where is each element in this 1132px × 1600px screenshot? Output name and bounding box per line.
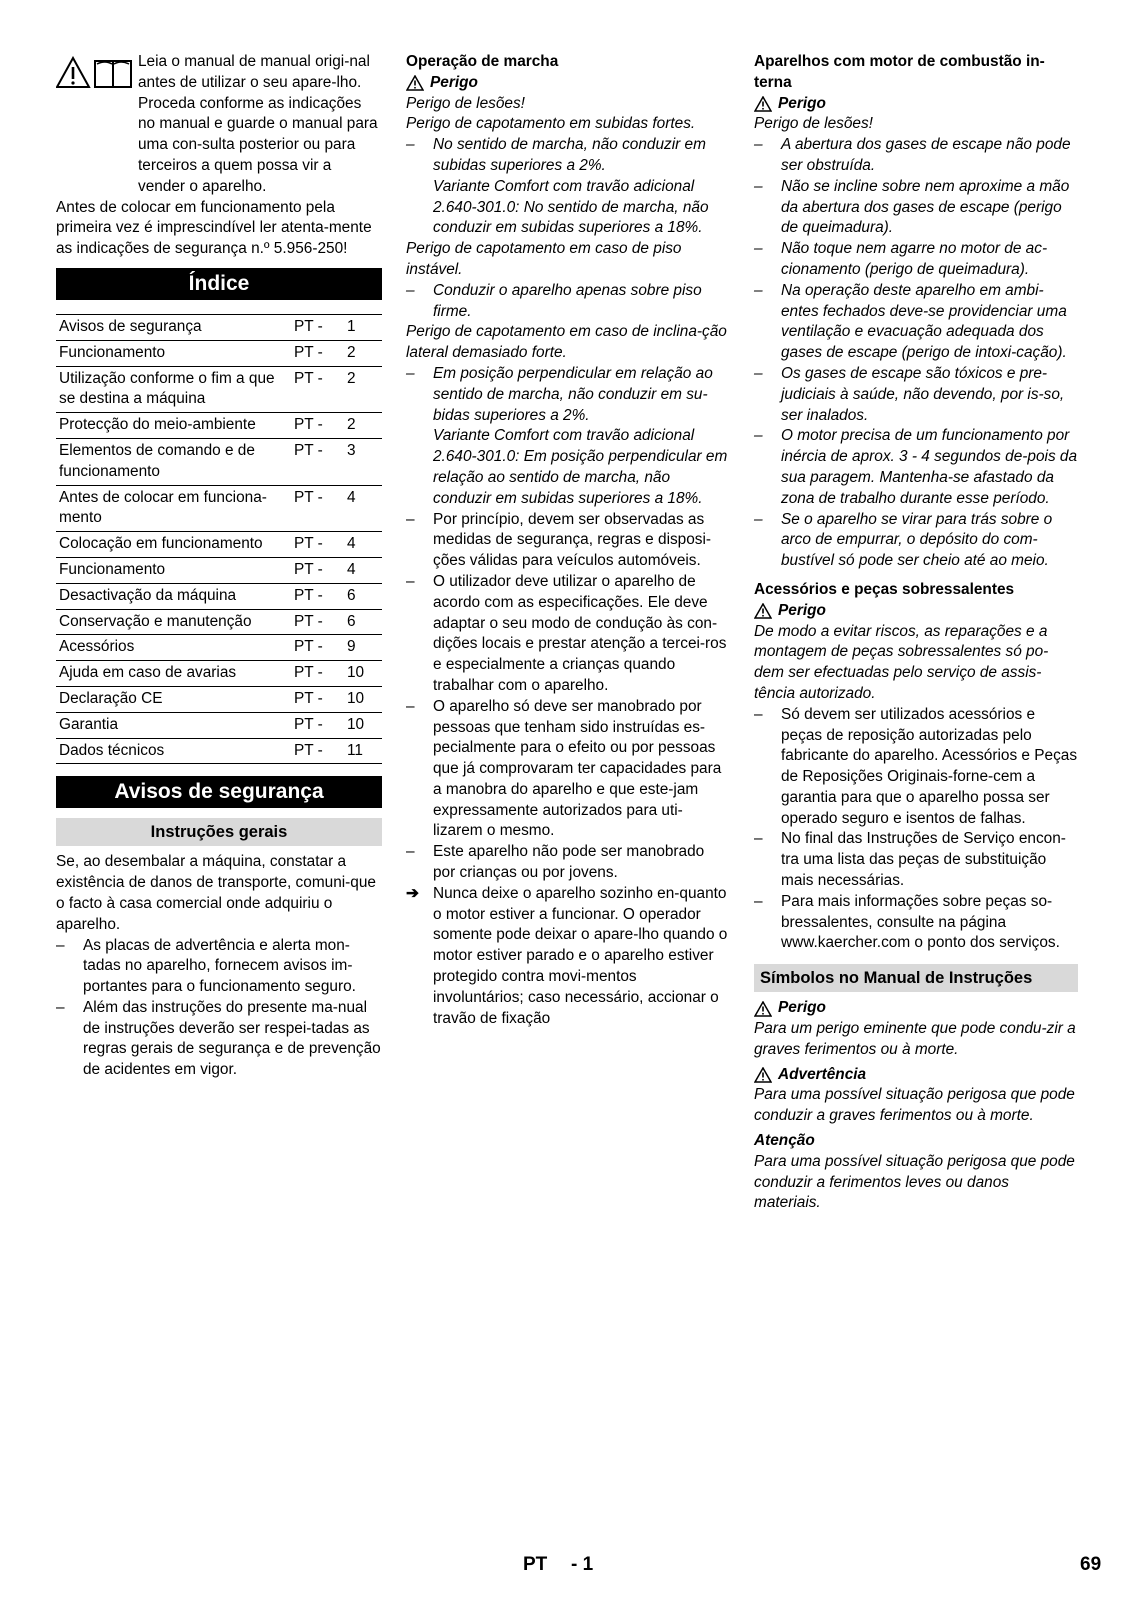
- toc-entry-page: 2: [344, 340, 382, 366]
- toc-entry-page: 11: [344, 738, 382, 764]
- toc-entry-title: Funcionamento: [56, 557, 291, 583]
- tip-text: Perigo de capotamento em caso de inclina-ção lateral demasiado forte.: [406, 323, 727, 362]
- toc-row: [56, 485, 382, 532]
- toc-entry-prefix: PT -: [291, 438, 344, 485]
- combustion-heading: Aparelhos com motor de combustão in-terna: [754, 53, 1045, 91]
- toc-entry-prefix: PT -: [291, 712, 344, 738]
- list-item: – A abertura dos gases de escape não pode ser obstruída.: [754, 135, 1078, 177]
- warning-manual-icon: [56, 56, 134, 90]
- toc-entry-title: Colocação em funcionamento: [56, 532, 291, 558]
- toc-entry-title: Avisos de segurança: [56, 314, 291, 340]
- toc-entry-page: 4: [344, 485, 382, 532]
- toc-entry-page: 4: [344, 557, 382, 583]
- toc-entry-page: 10: [344, 661, 382, 687]
- column-right: [754, 52, 1078, 1214]
- toc-row: [56, 438, 382, 485]
- toc-row: [56, 366, 382, 413]
- warning-triangle-icon: [754, 1067, 772, 1083]
- toc-entry-title: Acessórios: [56, 635, 291, 661]
- toc-row: [56, 712, 382, 738]
- toc-entry-prefix: PT -: [291, 485, 344, 532]
- toc-row: [56, 413, 382, 439]
- toc-entry-prefix: PT -: [291, 557, 344, 583]
- tip-text: Perigo de capotamento em caso de piso instável.: [406, 240, 682, 278]
- toc-row: [56, 661, 382, 687]
- operation-heading: Operação de marcha: [406, 53, 559, 70]
- toc-entry-title: Protecção do meio-ambiente: [56, 413, 291, 439]
- toc-entry-prefix: PT -: [291, 583, 344, 609]
- danger-description: Para um perigo eminente que pode condu-zir a graves ferimentos ou à morte.: [754, 1020, 1076, 1058]
- danger-label: Perigo: [754, 94, 1078, 115]
- danger-label: Perigo: [754, 601, 1078, 622]
- warning-description: Para uma possível situação perigosa que pode conduzir a graves ferimentos ou à morte.: [754, 1086, 1075, 1125]
- toc-entry-title: Dados técnicos: [56, 738, 291, 764]
- list-item: – Este aparelho não pode ser manobrado por crianças ou por jovens.: [406, 842, 728, 884]
- general-instructions-text: Se, ao desembalar a máquina, constatar a existência de danos de transporte, comuni-que o facto à casa comercial onde adquiriu o aparelho.: [56, 853, 376, 933]
- variant-note: Variante Comfort com travão adicional 2.640-301.0: No sentido de marcha, não conduzir em subidas superiores a 18%.: [433, 177, 709, 237]
- list-item: – Só devem ser utilizados acessórios e peças de reposição autorizadas pelo fabricante do aparelho. Acessórios e Peças de Reposições Originais-forne-cem a garantia para que o aparelho possa ser operado seguro e isentos de falhas.: [754, 705, 1078, 830]
- toc-entry-title: Elementos de comando e de funcionamento: [56, 438, 291, 485]
- footer-language: PT: [523, 1554, 548, 1575]
- toc-entry-page: 10: [344, 712, 382, 738]
- list-item: – No final das Instruções de Serviço encon-tra uma lista das peças de substituição mais necessárias.: [754, 829, 1078, 891]
- toc-entry-page: 9: [344, 635, 382, 661]
- toc-entry-page: 2: [344, 413, 382, 439]
- list-item: – O motor precisa de um funcionamento por inércia de aprox. 3 - 4 segundos de-pois da sua paragem. Mantenha-se afastado da zona de trabalho durante esse período.: [754, 426, 1078, 509]
- toc-row: [56, 532, 382, 558]
- intro-safety-note: Antes de colocar em funcionamento pela primeira vez é imprescindível ler atenta-mente as indicações de segurança n.º 5.956-250!: [56, 198, 372, 258]
- toc-entry-page: 6: [344, 583, 382, 609]
- general-instructions-heading: Instruções gerais: [56, 818, 382, 846]
- toc-entry-title: Funcionamento: [56, 340, 291, 366]
- toc-entry-prefix: PT -: [291, 635, 344, 661]
- toc-entry-page: 3: [344, 438, 382, 485]
- list-item: – O utilizador deve utilizar o aparelho de acordo com as especificações. Ele deve adaptar o seu modo de condução às con-dições locais e prestar atenção a tercei-ros e especialmente a crianças quando trabalhar com o aparelho.: [406, 572, 728, 697]
- toc-row: [56, 314, 382, 340]
- symbols-heading: Símbolos no Manual de Instruções: [754, 964, 1078, 992]
- caution-description: Para uma possível situação perigosa que pode conduzir a ferimentos leves ou danos materiais.: [754, 1152, 1075, 1212]
- list-item: – Para mais informações sobre peças so-bressalentes, consulte na página www.kaercher.com o ponto dos serviços.: [754, 892, 1078, 954]
- toc-entry-prefix: PT -: [291, 413, 344, 439]
- warning-label: Advertência: [754, 1065, 1078, 1086]
- toc-entry-title: Garantia: [56, 712, 291, 738]
- list-item: – As placas de advertência e alerta mon-tadas no aparelho, fornecem avisos im-portantes para o funcionamento seguro.: [56, 936, 382, 998]
- toc-table: [56, 314, 382, 764]
- toc-entry-prefix: PT -: [291, 738, 344, 764]
- injury-note: Perigo de lesões!: [406, 94, 525, 112]
- variant-note: Variante Comfort com travão adicional 2.640-301.0: Em posição perpendicular em relação ao sentido de marcha, não conduzir em subidas superiores a 18%.: [433, 427, 728, 507]
- list-item: – Na operação deste aparelho em ambi-entes fechados deve-se providenciar uma ventilação e evacuação adequada dos gases de escape (perigo de intoxi-cação).: [754, 281, 1078, 364]
- footer-section-page: - 1: [571, 1554, 594, 1575]
- list-item: – Além das instruções do presente ma-nual de instruções deverão ser respei-tadas as regras gerais de segurança e de prevenção de acidentes em vigor.: [56, 998, 382, 1081]
- warning-triangle-icon: [406, 75, 424, 91]
- column-left: [56, 52, 382, 1081]
- warning-triangle-icon: [754, 603, 772, 619]
- danger-label: Perigo: [754, 998, 1078, 1019]
- toc-entry-page: 1: [344, 314, 382, 340]
- toc-entry-page: 2: [344, 366, 382, 413]
- toc-entry-title: Utilização conforme o fim a que se destina a máquina: [56, 366, 291, 413]
- warning-triangle-icon: [754, 1001, 772, 1017]
- toc-entry-title: Ajuda em caso de avarias: [56, 661, 291, 687]
- accessories-heading: Acessórios e peças sobressalentes: [754, 580, 1015, 598]
- toc-entry-prefix: PT -: [291, 314, 344, 340]
- list-item: – Não se incline sobre nem aproxime a mão da abertura dos gases de escape (perigo de queimadura).: [754, 177, 1078, 239]
- page-number: 69: [1080, 1554, 1102, 1575]
- injury-note: Perigo de lesões!: [754, 115, 873, 133]
- toc-row: [56, 686, 382, 712]
- toc-entry-page: 6: [344, 609, 382, 635]
- list-item: – No sentido de marcha, não conduzir em subidas superiores a 2%.: [406, 135, 728, 177]
- toc-row: [56, 583, 382, 609]
- toc-entry-prefix: PT -: [291, 661, 344, 687]
- toc-entry-title: Declaração CE: [56, 686, 291, 712]
- toc-entry-page: 10: [344, 686, 382, 712]
- intro-block: [56, 52, 382, 198]
- list-item: – Os gases de escape são tóxicos e pre-judiciais à saúde, não devendo, por is-so, ser inalados.: [754, 364, 1078, 426]
- toc-heading: Índice: [56, 268, 382, 300]
- toc-entry-prefix: PT -: [291, 340, 344, 366]
- list-item: – O aparelho só deve ser manobrado por pessoas que tenham sido instruídas es-pecialmente para o efeito ou por pessoas que já comprovaram ter capacidades para a manobra do aparelho e que este-jam expressamente autorizados para uti-lizarem o mesmo.: [406, 697, 728, 843]
- toc-row: [56, 557, 382, 583]
- toc-entry-title: Desactivação da máquina: [56, 583, 291, 609]
- toc-entry-prefix: PT -: [291, 686, 344, 712]
- list-item: – Por princípio, devem ser observadas as medidas de segurança, regras e disposi-ções válidas para veículos automóveis.: [406, 510, 728, 572]
- danger-label: Perigo: [406, 73, 728, 94]
- accessories-text: De modo a evitar riscos, as reparações e a montagem de peças sobressalentes só po-dem ser efectuadas pelo serviço de assis-tência autorizado.: [754, 622, 1049, 702]
- arrow-right-icon: ➔: [406, 884, 419, 902]
- warning-triangle-icon: [754, 96, 772, 112]
- arrow-list-item: ➔ Nunca deixe o aparelho sozinho en-quanto o motor estiver a funcionar. O operador somente pode deixar o apare-lho quando o motor estiver parado e o aparelho estiver protegido contra movi-mentos involuntários; caso necessário, accionar o travão de fixação: [406, 884, 728, 1027]
- toc-entry-title: Antes de colocar em funciona-mento: [56, 485, 291, 532]
- toc-row: [56, 340, 382, 366]
- toc-entry-title: Conservação e manutenção: [56, 609, 291, 635]
- toc-entry-page: 4: [344, 532, 382, 558]
- list-item: – Em posição perpendicular em relação ao sentido de marcha, não conduzir em su-bidas superiores a 2%.: [406, 364, 728, 426]
- list-item: – Se o aparelho se virar para trás sobre o arco de empurrar, o depósito do com-bustível só pode ser cheio até ao meio.: [754, 510, 1078, 572]
- caution-label: Atenção: [754, 1132, 815, 1150]
- toc-entry-prefix: PT -: [291, 532, 344, 558]
- intro-text: Leia o manual de manual origi-nal antes de utilizar o seu apare-lho. Proceda conforme as indicações no manual e guarde o manual para uma con-sulta posterior ou para terceiros a quem possa vir a vender o aparelho.: [138, 53, 378, 195]
- toc-row: [56, 609, 382, 635]
- safety-heading: Avisos de segurança: [56, 776, 382, 808]
- toc-row: [56, 738, 382, 764]
- toc-entry-prefix: PT -: [291, 609, 344, 635]
- toc-entry-prefix: PT -: [291, 366, 344, 413]
- list-item: – Conduzir o aparelho apenas sobre piso firme.: [406, 281, 728, 323]
- list-item: – Não toque nem agarre no motor de ac-cionamento (perigo de queimadura).: [754, 239, 1078, 281]
- column-middle: [406, 52, 728, 1029]
- toc-row: [56, 635, 382, 661]
- tip-text: Perigo de capotamento em subidas fortes.: [406, 115, 696, 133]
